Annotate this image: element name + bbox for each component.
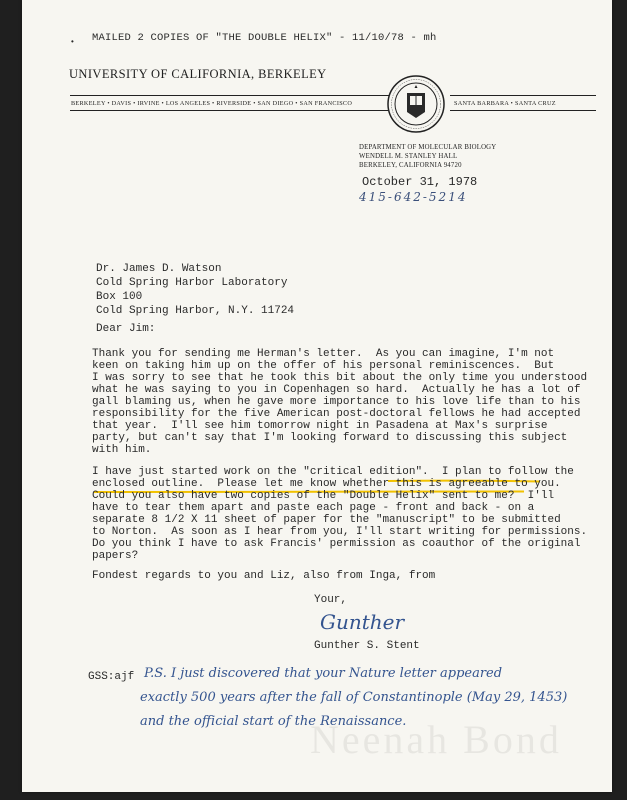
recipient-city: Cold Spring Harbor, N.Y. 11724 bbox=[96, 305, 295, 317]
department-line: WENDELL M. STANLEY HALL bbox=[359, 153, 458, 160]
salutation: Dear Jim: bbox=[96, 323, 156, 335]
recipient-address bbox=[96, 262, 294, 318]
university-seal-icon bbox=[386, 74, 446, 134]
closing: Your, bbox=[314, 594, 348, 606]
handwritten-phone: 415-642-5214 bbox=[359, 190, 468, 204]
postscript-line: and the official start of the Renaissance. bbox=[140, 714, 407, 729]
signature-text: Gunther bbox=[320, 610, 405, 634]
campus-list-right: SANTA BARBARA • SANTA CRUZ bbox=[454, 100, 556, 107]
letter-page bbox=[22, 0, 612, 792]
signature bbox=[316, 605, 436, 637]
campus-list-left: BERKELEY • DAVIS • IRVINE • LOS ANGELES • RIVERSIDE • SAN DIEGO • SAN FRANCISCO bbox=[71, 100, 353, 107]
recipient-box: Box 100 bbox=[96, 291, 143, 303]
university-name: UNIVERSITY OF CALIFORNIA, BERKELEY bbox=[69, 67, 327, 81]
typist-initials: GSS:ajf bbox=[88, 671, 135, 683]
body-paragraph: Fondest regards to you and Liz, also from Inga, from bbox=[92, 570, 436, 582]
body-paragraph: Thank you for sending me Herman's letter. As you can imagine, I'm not keen on taking him up on the offer of his personal reminiscences. But I was sorry to see that he took this bit about the only time you understood what he was saying to you in Copenhagen so hard. Actually he has a lot of gall blaming us, when he gave more importance to his love life than to his responsibility for the five American post-doctoral fellows he had accepted that year. I'll see him tomorrow night in Pasadena at Max's surprise party, but can't say that I'm looking forward to discussing this subject with him. bbox=[92, 348, 588, 456]
letterhead-rule bbox=[450, 95, 596, 96]
watermark: Neenah Bond bbox=[310, 717, 562, 762]
department-line: DEPARTMENT OF MOLECULAR BIOLOGY bbox=[359, 144, 497, 151]
department-address bbox=[359, 143, 496, 170]
letterhead-rule bbox=[450, 110, 596, 111]
bullet-mark: • bbox=[70, 38, 75, 47]
recipient-org: Cold Spring Harbor Laboratory bbox=[96, 277, 288, 289]
letterhead-rule bbox=[70, 95, 396, 96]
postscript-line: P.S. I just discovered that your Nature letter appeared bbox=[144, 666, 503, 681]
signer-name: Gunther S. Stent bbox=[314, 640, 420, 652]
department-line: BERKELEY, CALIFORNIA 94720 bbox=[359, 162, 462, 169]
body-paragraph: I have just started work on the "critical edition". I plan to follow the enclosed outline. Please let me know whether this is agreeable to you. Could you also have two copies of the "Double Helix" sent to me? I'll have to tear them apart and paste each page - front and back - on a separate 8 1/2 X 11 sheet of paper for the "manuscript" to be submitted to Norton. As soon as I hear from you, I'll start writing for permissions. Do you think I have to ask Francis' permission as coauthor of the original papers? bbox=[92, 466, 588, 562]
letterhead-rule bbox=[70, 110, 396, 111]
letter-date: October 31, 1978 bbox=[362, 175, 478, 189]
mailed-note: MAILED 2 COPIES OF "THE DOUBLE HELIX" - 11/10/78 - mh bbox=[92, 32, 437, 44]
recipient-name: Dr. James D. Watson bbox=[96, 263, 222, 275]
postscript-line: exactly 500 years after the fall of Constantinople (May 29, 1453) bbox=[140, 690, 568, 705]
